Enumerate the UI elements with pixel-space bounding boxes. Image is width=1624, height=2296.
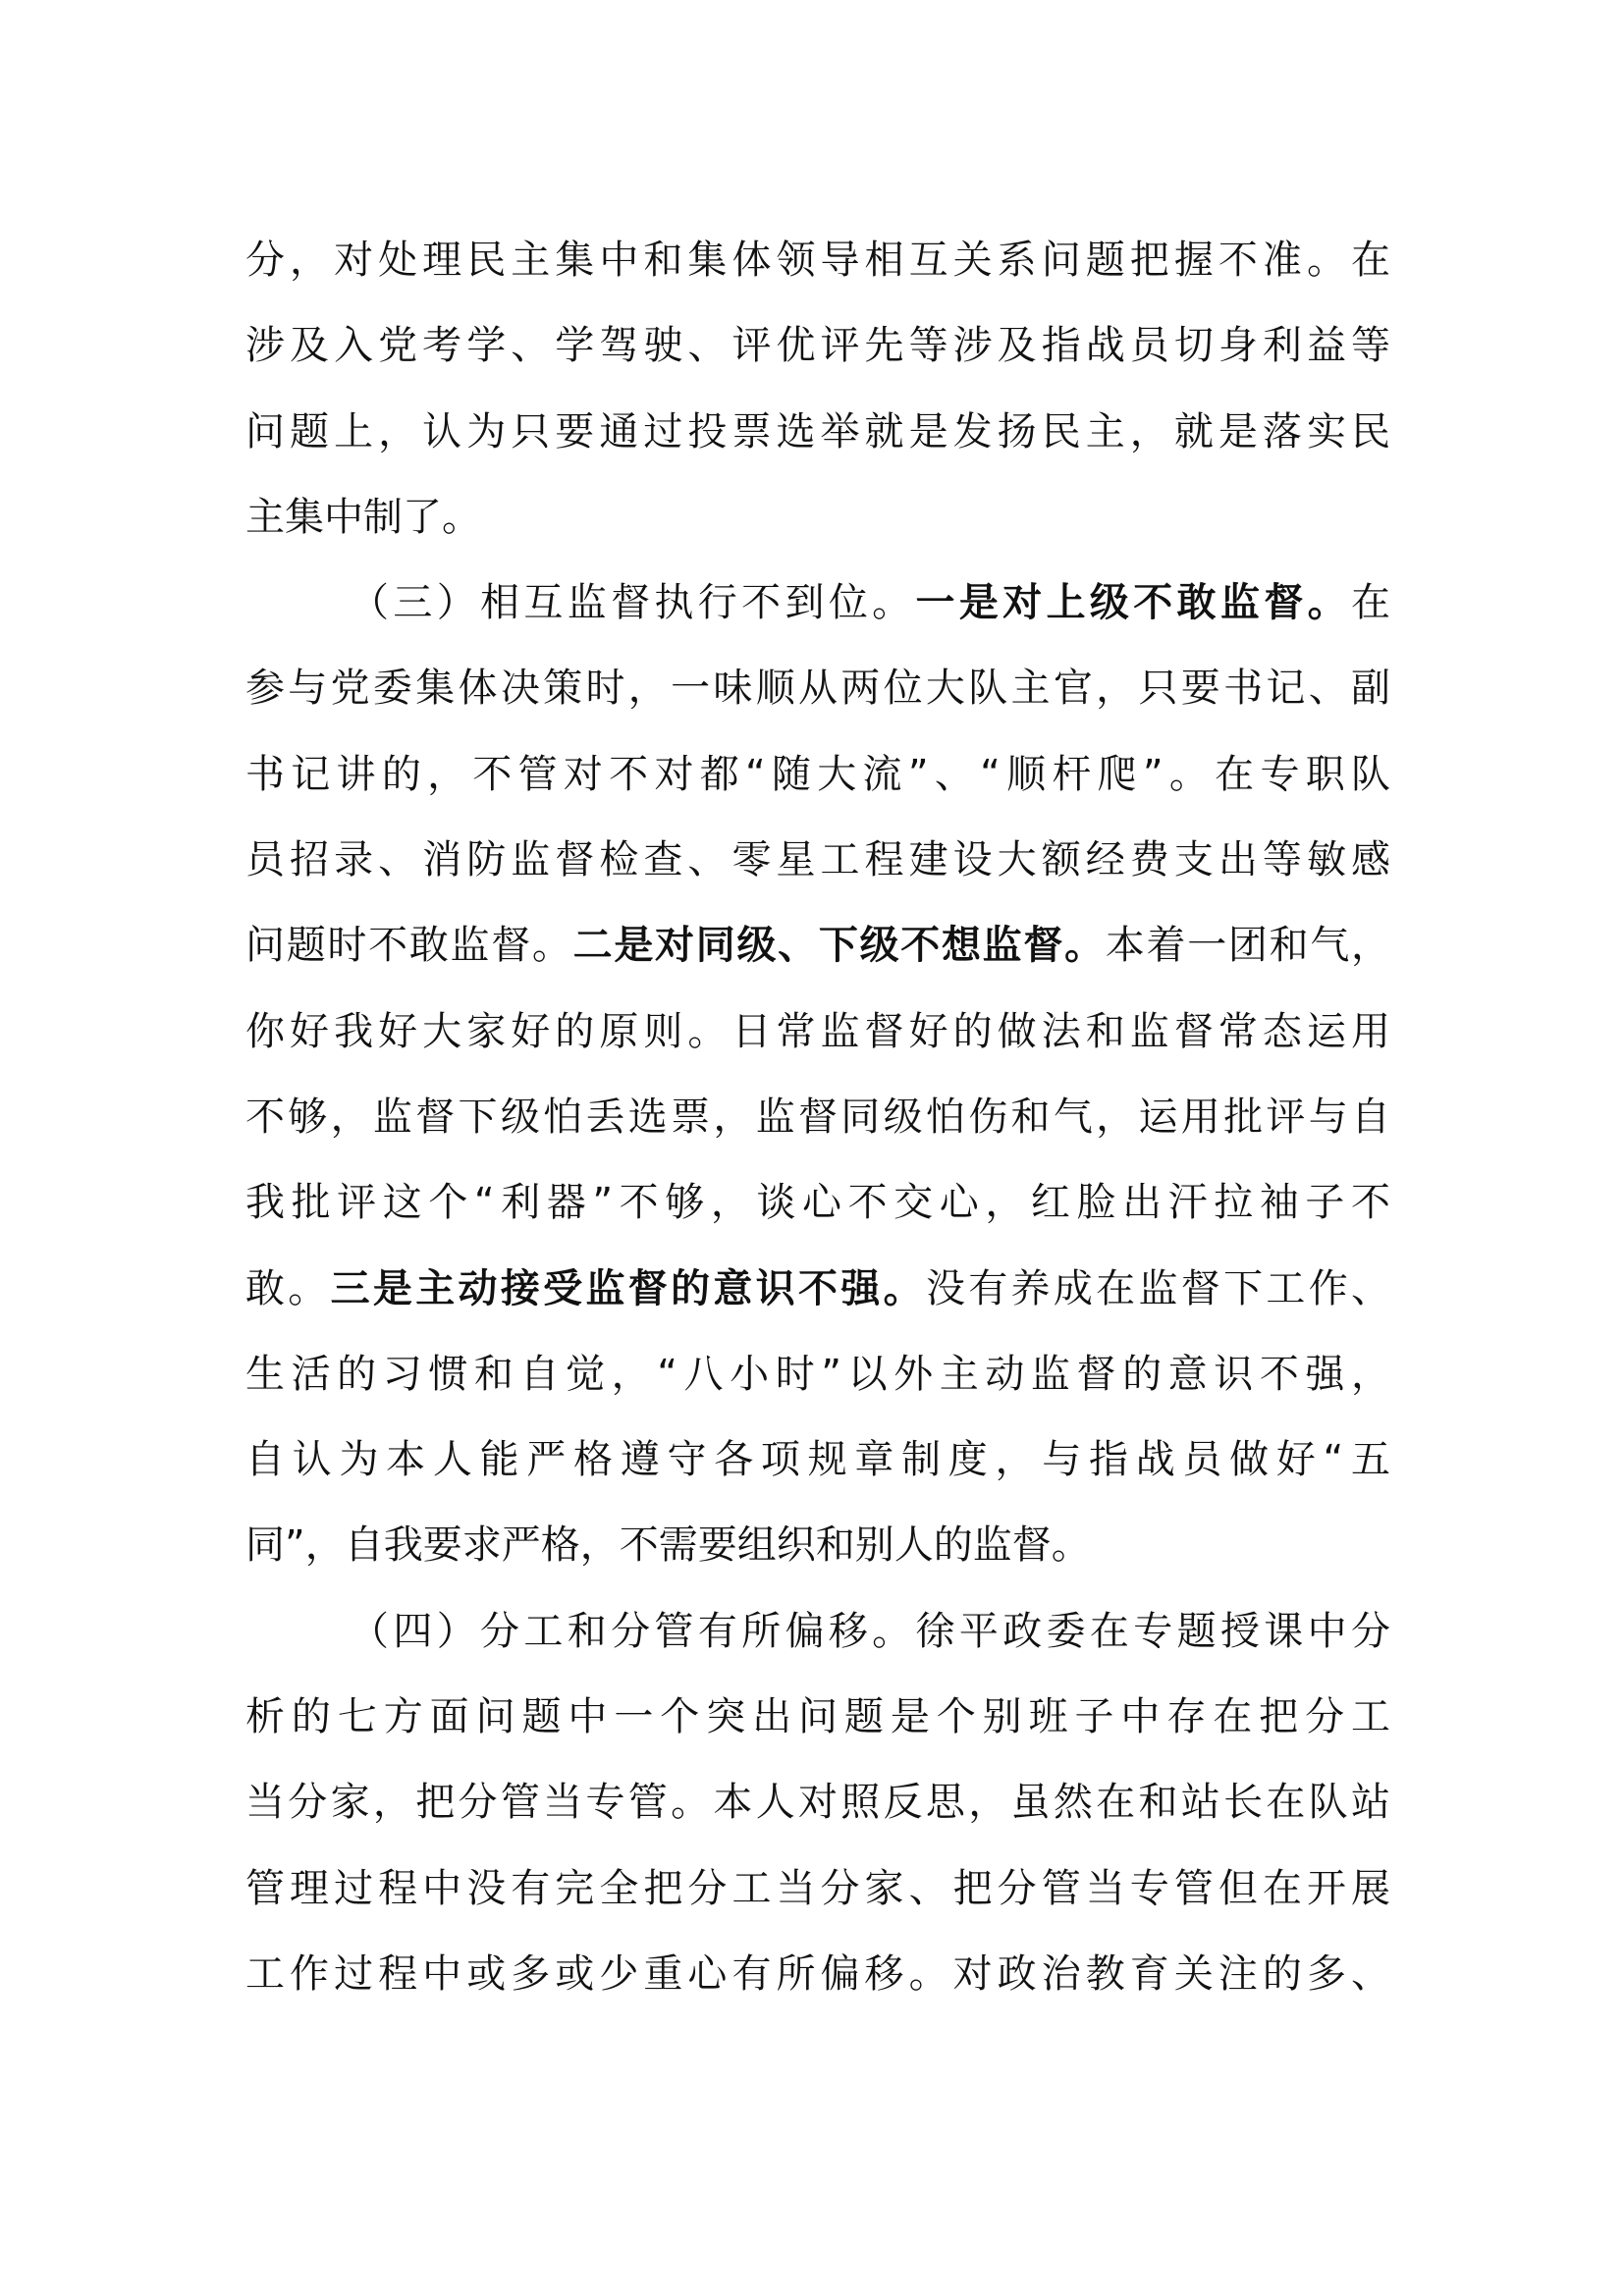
text-line [245,1417,1390,1503]
text-line [245,1846,1390,1932]
text-line [245,818,1390,903]
body-text-span: 参与党委集体决策时，一味顺从两位大队主官，只要书记、副 [245,666,1390,712]
bold-heading-text: 三是主动接受监督的意识不强。 [330,1265,926,1311]
body-text-span: 我批评这个“利器”不够，谈心不交心，红脸出汗拉袖子不 [245,1180,1390,1226]
text-line [245,390,1390,475]
text-line [245,475,1390,561]
text-line [245,1247,1390,1332]
bold-heading-text: 二是对同级、下级不想监督。 [572,923,1106,969]
text-line [245,1760,1390,1845]
text-line [245,1503,1390,1588]
text-line [245,1589,1390,1675]
body-text-span: 当分家，把分管当专管。本人对照反思，虽然在和站长在队站 [245,1780,1390,1826]
text-line [245,218,1390,303]
text-line [245,1675,1390,1760]
body-text-span: 本着一团和气， [1105,923,1391,969]
text-line [245,1332,1390,1417]
text-line [245,989,1390,1075]
body-text-span: 析的七方面问题中一个突出问题是个别班子中存在把分工 [245,1694,1390,1740]
body-text-span: 问题上，认为只要通过投票选举就是发扬民主，就是落实民 [245,408,1390,454]
body-text-span: 敢。 [245,1265,331,1311]
text-line [245,903,1390,988]
body-text-span: 生活的习惯和自觉，“八小时”以外主动监督的意识不强， [245,1351,1390,1397]
text-line [245,1932,1390,2017]
text-line [245,561,1390,646]
body-text-span: 书记讲的，不管对不对都“随大流”、“顺杆爬”。在专职队 [245,751,1390,797]
body-text-span: 主集中制了。 [245,494,481,540]
body-text-span: 工作过程中或多或少重心有所偏移。对政治教育关注的多、 [245,1950,1390,1997]
body-text-span: 涉及入党考学、学驾驶、评优评先等涉及指战员切身利益等 [245,323,1390,369]
body-text-span: 分，对处理民主集中和集体领导相互关系问题把握不准。在 [245,238,1390,283]
body-text-span: 自认为本人能严格遵守各项规章制度，与指战员做好“五 [245,1437,1390,1483]
body-text-span: 在 [1351,580,1391,626]
text-line [245,646,1390,731]
body-text-span: （三）相互监督执行不到位。 [350,580,916,626]
bold-heading-text: 一是对上级不敢监督。 [915,580,1352,626]
body-text-span: 不够，监督下级怕丢选票，监督同级怕伤和气，运用批评与自 [245,1094,1390,1140]
body-text-span: 你好我好大家好的原则。日常监督好的做法和监督常态运用 [245,1008,1390,1054]
text-line [245,303,1390,389]
body-text-span: 管理过程中没有完全把分工当分家、把分管当专管但在开展 [245,1865,1390,1911]
text-line [245,732,1390,818]
body-text [245,218,1390,2017]
body-text-span: 员招录、消防监督检查、零星工程建设大额经费支出等敏感 [245,837,1390,883]
body-text-span: 同”，自我要求严格，不需要组织和别人的监督。 [245,1522,1091,1569]
text-line [245,1160,1390,1246]
text-line [245,1075,1390,1160]
body-text-span: （四）分工和分管有所偏移。徐平政委在专题授课中分 [350,1608,1390,1654]
body-text-span: 问题时不敢监督。 [245,923,573,969]
body-text-span: 没有养成在监督下工作、 [925,1265,1391,1311]
